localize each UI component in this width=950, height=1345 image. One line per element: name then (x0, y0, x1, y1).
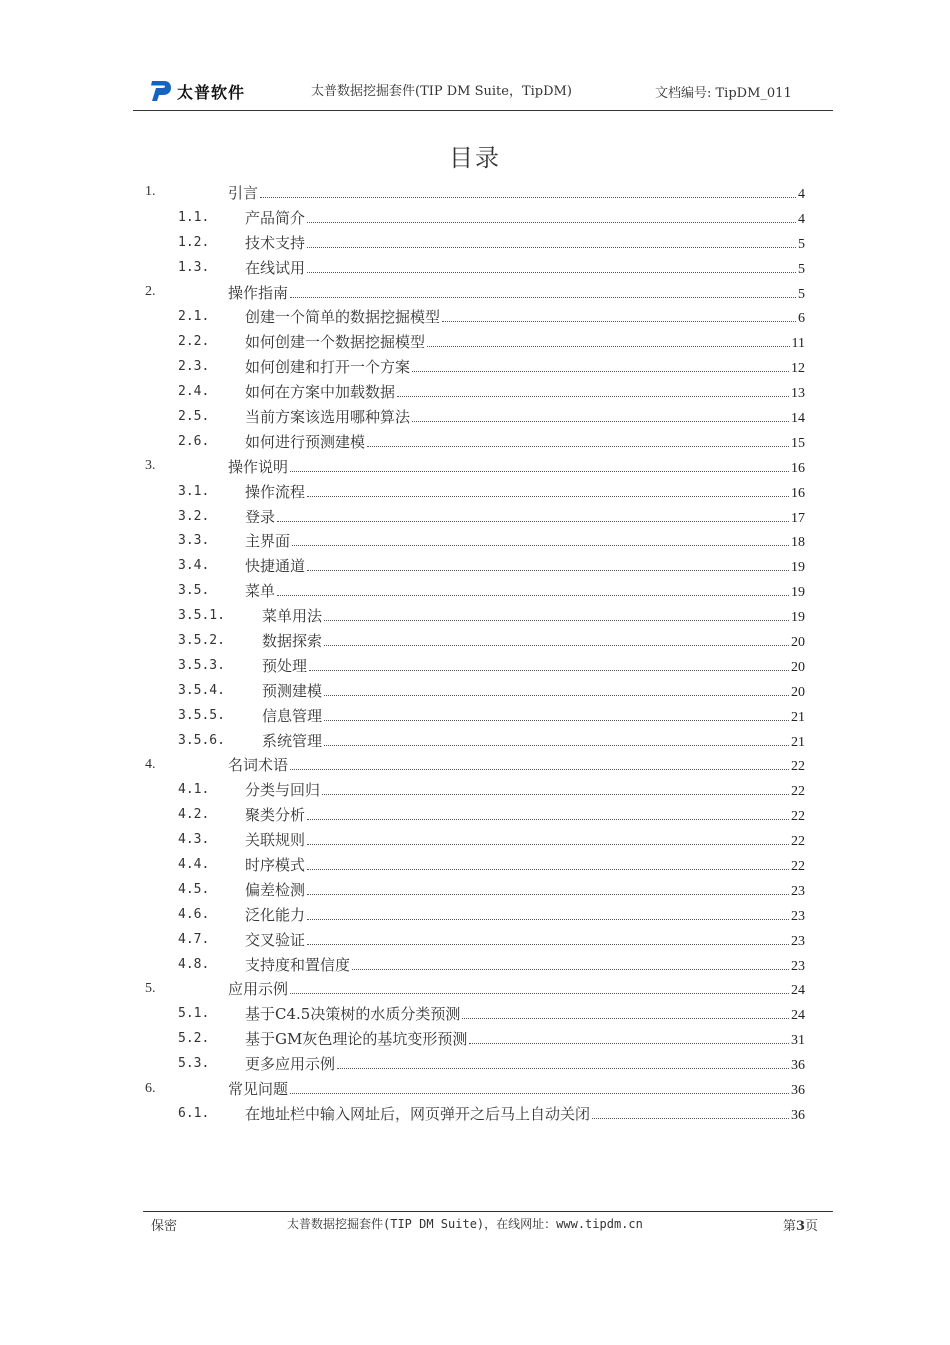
toc-entry[interactable] (0, 1101, 950, 1126)
toc-entry[interactable] (0, 827, 950, 852)
toc-dot-leader (307, 496, 789, 497)
toc-entry[interactable] (0, 1051, 950, 1076)
toc-entry-title: 菜单用法 (262, 607, 323, 626)
toc-entry-page: 21 (791, 709, 805, 725)
toc-dot-leader (462, 1018, 789, 1019)
toc-entry-title: 偏差检测 (245, 880, 306, 899)
toc-dot-leader (337, 1068, 789, 1069)
toc-entry-title: 当前方案该选用哪种算法 (245, 407, 411, 426)
toc-entry[interactable] (0, 404, 950, 429)
toc-entry-title: 支持度和置信度 (245, 955, 351, 974)
table-of-contents (0, 180, 950, 1126)
toc-entry[interactable] (0, 528, 950, 553)
toc-entry-title: 关联规则 (245, 831, 306, 850)
toc-entry-number: 4.8. (178, 956, 210, 972)
confidentiality-label: 保密 (151, 1219, 178, 1234)
company-logo (149, 77, 245, 105)
toc-entry[interactable] (0, 255, 950, 280)
toc-dot-leader (290, 769, 789, 770)
toc-entry-link[interactable] (262, 680, 805, 701)
toc-entry-page: 31 (791, 1033, 805, 1049)
toc-entry-link[interactable] (245, 879, 805, 900)
toc-entry[interactable] (0, 329, 950, 354)
toc-entry-number: 3.4. (178, 558, 210, 574)
toc-entry-page: 22 (791, 834, 805, 850)
toc-entry-link[interactable] (245, 257, 805, 278)
toc-entry-title: 在地址栏中输入网址后，网页弹开之后马上自动关闭 (245, 1104, 591, 1123)
toc-entry-title: 更多应用示例 (245, 1055, 336, 1074)
toc-entry-number: 4.4. (178, 856, 210, 872)
toc-entry-page: 21 (791, 734, 805, 750)
toc-dot-leader (307, 894, 789, 895)
toc-entry-link[interactable] (228, 1078, 805, 1099)
toc-entry-page: 5 (798, 261, 805, 277)
toc-entry-page: 12 (791, 361, 805, 377)
toc-entry-link[interactable] (245, 555, 805, 576)
toc-dot-leader (309, 670, 789, 671)
toc-entry-page: 19 (791, 610, 805, 626)
toc-entry-link[interactable] (245, 481, 805, 502)
toc-entry-number: 2.4. (178, 384, 210, 400)
toc-entry[interactable] (0, 429, 950, 454)
toc-entry-link[interactable] (245, 406, 805, 427)
toc-dot-leader (307, 819, 789, 820)
toc-dot-leader (260, 197, 796, 198)
toc-entry[interactable] (0, 379, 950, 404)
toc-entry-page: 20 (791, 684, 805, 700)
toc-entry-page: 15 (791, 435, 805, 451)
toc-entry-title: 登录 (245, 507, 276, 526)
toc-entry[interactable] (0, 952, 950, 977)
page-header (133, 72, 833, 111)
toc-entry[interactable] (0, 354, 950, 379)
toc-dot-leader (442, 321, 796, 322)
page-number: 第3页 (782, 1219, 818, 1234)
toc-entry-page: 5 (798, 286, 805, 302)
toc-entry-number: 3.5.5. (178, 707, 225, 723)
toc-entry-title: 泛化能力 (245, 905, 306, 924)
toc-entry-title: 如何进行预测建模 (245, 432, 366, 451)
toc-entry-page: 5 (798, 236, 805, 252)
toc-entry-title: 聚类分析 (245, 806, 306, 825)
toc-entry-number: 4.1. (178, 782, 210, 798)
toc-entry[interactable] (0, 553, 950, 578)
toc-entry[interactable] (0, 977, 950, 1002)
toc-entry-page: 22 (791, 858, 805, 874)
toc-entry-link[interactable] (245, 804, 805, 825)
toc-entry-link[interactable] (228, 182, 805, 203)
toc-entry-link[interactable] (262, 630, 805, 651)
toc-entry-page: 17 (791, 510, 805, 526)
toc-entry-number: 4.2. (178, 807, 210, 823)
toc-entry-page: 6 (798, 311, 805, 327)
toc-dot-leader (469, 1043, 789, 1044)
toc-entry-page: 18 (791, 535, 805, 551)
toc-entry-number: 1.1. (178, 209, 210, 225)
toc-entry[interactable] (0, 1001, 950, 1026)
toc-entry[interactable] (0, 852, 950, 877)
toc-entry[interactable] (0, 678, 950, 703)
toc-entry-link[interactable] (262, 655, 805, 676)
toc-entry[interactable] (0, 180, 950, 205)
toc-entry[interactable] (0, 230, 950, 255)
toc-entry-number: 5.2. (178, 1031, 210, 1047)
toc-entry-number: 4.5. (178, 881, 210, 897)
toc-entry-link[interactable] (245, 506, 805, 527)
toc-entry-title: 基于GM灰色理论的基坑变形预测 (245, 1030, 468, 1049)
toc-entry-number: 3.5.1. (178, 608, 225, 624)
toc-entry-number: 3.5. (178, 583, 210, 599)
toc-entry-title: 常见问题 (228, 1080, 289, 1098)
toc-entry-number: 4.6. (178, 906, 210, 922)
toc-entry-page: 22 (791, 809, 805, 825)
toc-dot-leader (307, 570, 789, 571)
toc-dot-leader (324, 720, 789, 721)
toc-entry[interactable] (0, 205, 950, 230)
toc-entry-page: 36 (791, 1058, 805, 1074)
toc-entry[interactable] (0, 504, 950, 529)
page-title: 目录 (449, 144, 501, 172)
toc-dot-leader (592, 1118, 789, 1119)
toc-entry[interactable] (0, 304, 950, 329)
toc-entry-number: 6. (145, 1080, 156, 1096)
toc-entry-number: 4.3. (178, 832, 210, 848)
toc-entry-link[interactable] (228, 754, 805, 775)
toc-entry-number: 3.5.2. (178, 632, 225, 648)
toc-dot-leader (324, 695, 789, 696)
toc-entry[interactable] (0, 603, 950, 628)
toc-entry-number: 4.7. (178, 931, 210, 947)
toc-entry-page: 4 (798, 211, 805, 227)
toc-dot-leader (307, 944, 789, 945)
toc-entry-number: 3.5.4. (178, 682, 225, 698)
toc-entry-title: 如何在方案中加载数据 (245, 383, 396, 402)
toc-dot-leader (307, 222, 796, 223)
toc-entry[interactable] (0, 927, 950, 952)
toc-entry-link[interactable] (245, 1103, 805, 1124)
toc-entry-page: 20 (791, 659, 805, 675)
toc-entry[interactable] (0, 703, 950, 728)
toc-dot-leader (290, 993, 789, 994)
toc-entry-link[interactable] (245, 431, 805, 452)
toc-entry[interactable] (0, 1076, 950, 1101)
toc-dot-leader (397, 396, 789, 397)
toc-entry[interactable] (0, 479, 950, 504)
company-logo-icon (149, 79, 173, 103)
toc-entry-link[interactable] (245, 904, 805, 925)
toc-entry-number: 5.3. (178, 1056, 210, 1072)
toc-entry-link[interactable] (245, 207, 805, 228)
toc-entry-link[interactable] (245, 954, 805, 975)
toc-entry-link[interactable] (228, 978, 805, 999)
toc-entry-link[interactable] (262, 605, 805, 626)
toc-dot-leader (277, 521, 789, 522)
toc-entry[interactable] (0, 902, 950, 927)
toc-dot-leader (307, 247, 796, 248)
toc-dot-leader (352, 969, 789, 970)
toc-entry[interactable] (0, 628, 950, 653)
document-number: 文档编号: TipDM_011 (655, 86, 792, 101)
toc-entry-number: 3. (145, 458, 156, 474)
toc-entry-title: 主界面 (245, 532, 291, 551)
toc-entry-title: 基于C4.5决策树的水质分类预测 (245, 1005, 461, 1024)
toc-entry-number: 3.5.6. (178, 732, 225, 748)
toc-dot-leader (307, 919, 789, 920)
toc-entry-link[interactable] (262, 730, 805, 751)
toc-entry[interactable] (0, 1026, 950, 1051)
toc-entry-link[interactable] (245, 779, 805, 800)
toc-entry-number: 2.5. (178, 408, 210, 424)
toc-entry-title: 快捷通道 (245, 557, 306, 576)
toc-entry-title: 如何创建和打开一个方案 (245, 358, 411, 377)
toc-entry-title: 交叉验证 (245, 930, 306, 949)
toc-entry[interactable] (0, 454, 950, 479)
toc-dot-leader (324, 645, 789, 646)
toc-entry[interactable] (0, 777, 950, 802)
toc-entry-page: 16 (791, 485, 805, 501)
toc-entry-link[interactable] (245, 1003, 805, 1024)
toc-entry-page: 22 (791, 759, 805, 775)
page-footer (143, 1211, 833, 1236)
toc-dot-leader (307, 869, 789, 870)
toc-entry-number: 1.2. (178, 234, 210, 250)
toc-entry-title: 应用示例 (228, 980, 289, 999)
toc-entry-page: 13 (791, 386, 805, 402)
toc-entry-page: 24 (791, 983, 805, 999)
toc-entry-page: 23 (791, 883, 805, 899)
toc-entry[interactable] (0, 752, 950, 777)
toc-entry-page: 20 (791, 634, 805, 650)
toc-dot-leader (427, 346, 790, 347)
toc-entry-number: 3.5.3. (178, 657, 225, 673)
toc-dot-leader (290, 471, 789, 472)
document-title: 太普数据挖掘套件(TIP DM Suite，TipDM) (311, 84, 572, 99)
logo-text: 太普软件 (177, 82, 246, 102)
toc-dot-leader (367, 446, 789, 447)
toc-dot-leader (290, 1093, 789, 1094)
toc-entry-page: 24 (791, 1008, 805, 1024)
toc-entry[interactable] (0, 578, 950, 603)
toc-entry-title: 信息管理 (262, 706, 323, 725)
toc-entry-number: 2.6. (178, 433, 210, 449)
toc-dot-leader (322, 794, 789, 795)
toc-entry-title: 菜单 (245, 582, 276, 601)
footer-product-info: 太普数据挖掘套件(TIP DM Suite)，在线网址：www.tipdm.cn (287, 1217, 643, 1231)
toc-entry-number: 3.3. (178, 533, 210, 549)
toc-dot-leader (307, 272, 796, 273)
toc-entry-link[interactable] (245, 356, 805, 377)
toc-entry-page: 23 (791, 933, 805, 949)
toc-entry-title: 名词术语 (228, 756, 289, 775)
toc-entry-page: 23 (791, 908, 805, 924)
toc-dot-leader (277, 595, 789, 596)
toc-entry-page: 4 (798, 186, 805, 202)
toc-dot-leader (324, 745, 789, 746)
toc-entry-page: 36 (791, 1107, 805, 1123)
toc-entry-link[interactable] (245, 829, 805, 850)
toc-entry[interactable] (0, 877, 950, 902)
toc-entry-link[interactable] (228, 456, 805, 477)
toc-entry-link[interactable] (245, 1053, 805, 1074)
toc-entry-link[interactable] (245, 306, 805, 327)
toc-dot-leader (290, 297, 796, 298)
toc-entry-title: 在线试用 (245, 258, 306, 277)
toc-dot-leader (307, 844, 789, 845)
toc-entry-title: 预处理 (262, 656, 308, 675)
toc-dot-leader (412, 371, 789, 372)
toc-entry-title: 预测建模 (262, 681, 323, 700)
toc-entry-number: 4. (145, 756, 156, 772)
toc-entry-title: 如何创建一个数据挖掘模型 (245, 333, 426, 352)
toc-entry-link[interactable] (262, 705, 805, 726)
toc-dot-leader (412, 421, 789, 422)
toc-dot-leader (292, 545, 789, 546)
toc-entry-link[interactable] (245, 854, 805, 875)
toc-entry-title: 产品简介 (245, 208, 306, 227)
toc-entry-title: 技术支持 (245, 233, 306, 252)
toc-entry-title: 时序模式 (245, 855, 306, 874)
toc-entry-title: 创建一个简单的数据挖掘模型 (245, 308, 441, 327)
toc-entry-link[interactable] (245, 929, 805, 950)
toc-entry[interactable] (0, 802, 950, 827)
toc-entry-link[interactable] (245, 580, 805, 601)
toc-entry-number: 5.1. (178, 1006, 210, 1022)
toc-entry-link[interactable] (245, 530, 805, 551)
toc-entry-page: 36 (791, 1083, 805, 1098)
toc-entry-page: 14 (791, 410, 805, 426)
toc-entry-link[interactable] (245, 331, 805, 352)
toc-entry-number: 5. (145, 980, 156, 996)
toc-entry-page: 19 (791, 560, 805, 576)
toc-entry[interactable] (0, 653, 950, 678)
toc-dot-leader (324, 620, 789, 621)
toc-entry-number: 3.2. (178, 508, 210, 524)
toc-entry-number: 2.2. (178, 334, 210, 350)
toc-entry-number: 2.1. (178, 309, 210, 325)
toc-entry-link[interactable] (245, 1028, 805, 1049)
toc-entry[interactable] (0, 280, 950, 305)
toc-entry-link[interactable] (245, 232, 805, 253)
toc-entry-number: 2. (145, 284, 156, 299)
toc-entry-title: 引言 (228, 183, 259, 202)
toc-entry-link[interactable] (228, 282, 805, 303)
toc-entry-number: 1.3. (178, 259, 210, 275)
toc-entry-page: 19 (791, 585, 805, 601)
toc-entry-title: 数据探索 (262, 631, 323, 650)
toc-entry-page: 16 (791, 460, 805, 476)
toc-entry-number: 1. (145, 184, 156, 200)
toc-entry-title: 分类与回归 (245, 781, 321, 800)
toc-entry-title: 操作说明 (228, 457, 289, 476)
toc-entry-number: 6.1. (178, 1105, 210, 1121)
toc-entry-title: 操作流程 (245, 482, 306, 501)
toc-entry-title: 系统管理 (262, 731, 323, 750)
toc-entry-number: 3.1. (178, 483, 210, 499)
toc-entry[interactable] (0, 728, 950, 753)
toc-entry-number: 2.3. (178, 359, 210, 375)
toc-entry-link[interactable] (245, 381, 805, 402)
toc-entry-page: 22 (791, 784, 805, 800)
toc-entry-page: 11 (791, 336, 805, 352)
toc-entry-title: 操作指南 (228, 283, 289, 302)
toc-entry-page: 23 (791, 958, 805, 974)
